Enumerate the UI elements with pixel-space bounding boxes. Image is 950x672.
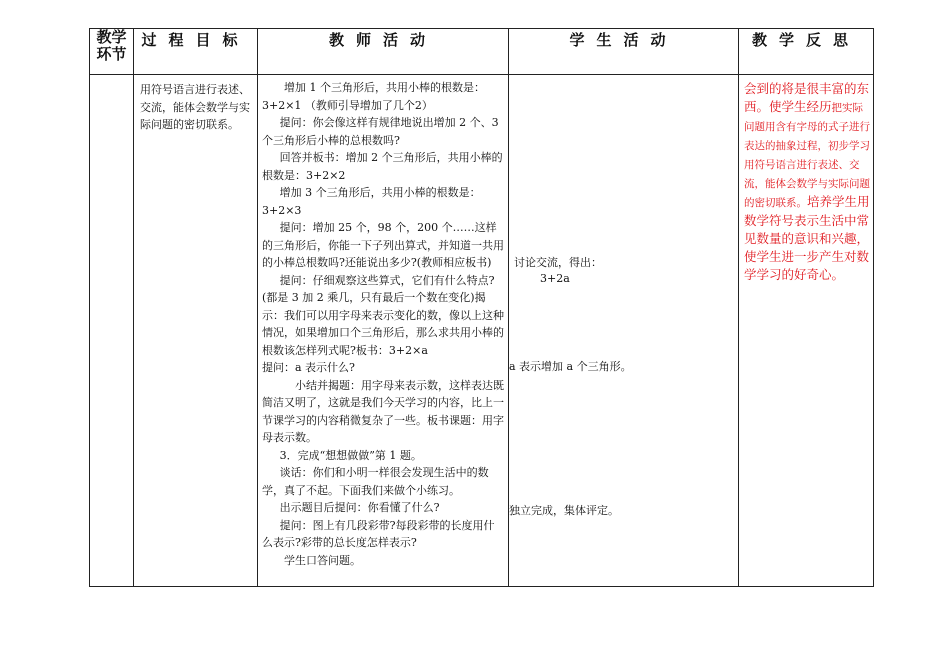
- teacher-line: 学生口答问题。: [284, 553, 361, 567]
- teacher-line: 提问：仔细观察这些算式，它们有什么特点?(都是 3 加 2 乘几，只有最后一个数在变化)揭示：我们可以用字母来表示变化的数，像以上这种情况，如果增加口个三角形后，那么求共用小棒的根数该怎样列式呢?板书：3+2×a: [262, 273, 504, 357]
- goal-text: 用符号语言进行表述、交流，能体会数学与实际问题的密切联系。: [140, 83, 250, 131]
- reflection-cell: [739, 75, 874, 587]
- student-formula: 3+2a: [540, 272, 570, 285]
- teacher-line: 增加 1 个三角形后，共用小棒的根数是：3+2×1 （教师引导增加了几个2）: [262, 81, 485, 112]
- reflection-part3: 培养学生用数学符号表示生活中常见数量的意识和兴趣，使学生进一步产生对数学学习的好奇心。: [744, 194, 870, 282]
- student-discussion: 讨论交流，得出：: [514, 256, 602, 269]
- reflection-text: [739, 75, 873, 284]
- header-teaching-stage: [90, 29, 134, 75]
- reflection-part1: 会到的将是很丰富的东西。使学生经历: [744, 81, 870, 114]
- student-a-meaning: a 表示增加 a 个三角形。: [509, 360, 632, 373]
- student-cell: [509, 75, 739, 587]
- reflection-part2: 把实际问题用含有字母的式子进行表达的抽象过程，初步学习用符号语言进行表述、交流，能体会数学与实际问题的密切联系。: [744, 102, 870, 209]
- header-student-activity: 学生活动: [509, 29, 739, 75]
- table-row: [90, 75, 874, 587]
- teacher-activity: [258, 75, 508, 569]
- teacher-line: 提问：你会像这样有规律地说出增加 2 个、3 个三角形后小棒的总根数吗?: [262, 116, 499, 147]
- teacher-line: 提问：a 表示什么?: [262, 361, 355, 374]
- header-teaching-reflection: 教学反思: [739, 29, 874, 75]
- lesson-plan-table: [89, 28, 874, 587]
- teacher-line: 提问：增加 25 个，98 个，200 个……这样的三角形后，你能一下子列出算式，并知道一共用的小棒总根数吗?还能说出多少?(教师相应板书): [262, 221, 504, 269]
- header-teacher-activity: 教师活动: [258, 29, 509, 75]
- table-header-row: [90, 29, 874, 75]
- student-complete: 独立完成，集体评定。: [509, 504, 619, 517]
- teacher-line: 谈话：你们和小明一样很会发现生活中的数学，真了不起。下面我们来做个小练习。: [262, 466, 489, 497]
- teacher-line: 增加 3 个三角形后，共用小棒的根数是：3+2×3: [262, 186, 481, 217]
- goal-cell: [134, 75, 258, 587]
- stage-cell: [90, 75, 134, 587]
- header-stage-line1: 教学: [96, 28, 127, 46]
- teacher-line: 回答并板书：增加 2 个三角形后，共用小棒的根数是：3+2×2: [262, 151, 503, 182]
- teacher-line: 提问：图上有几段彩带?每段彩带的长度用什么表示?彩带的总长度怎样表示?: [262, 518, 495, 549]
- header-stage-line2: 环节: [96, 45, 127, 63]
- teacher-cell: [258, 75, 509, 587]
- teacher-line: 3．完成“想想做做”第 1 题。: [279, 448, 422, 462]
- teacher-line: 出示题目后提问：你看懂了什么?: [279, 501, 440, 514]
- teacher-line: 小结并揭题：用字母来表示数，这样表达既简洁又明了，这就是我们今天学习的内容，比上一节课学习的内容稍微复杂了一些。板书课题：用字母表示数。: [262, 378, 504, 444]
- header-process-goal: 过程目标: [134, 29, 258, 75]
